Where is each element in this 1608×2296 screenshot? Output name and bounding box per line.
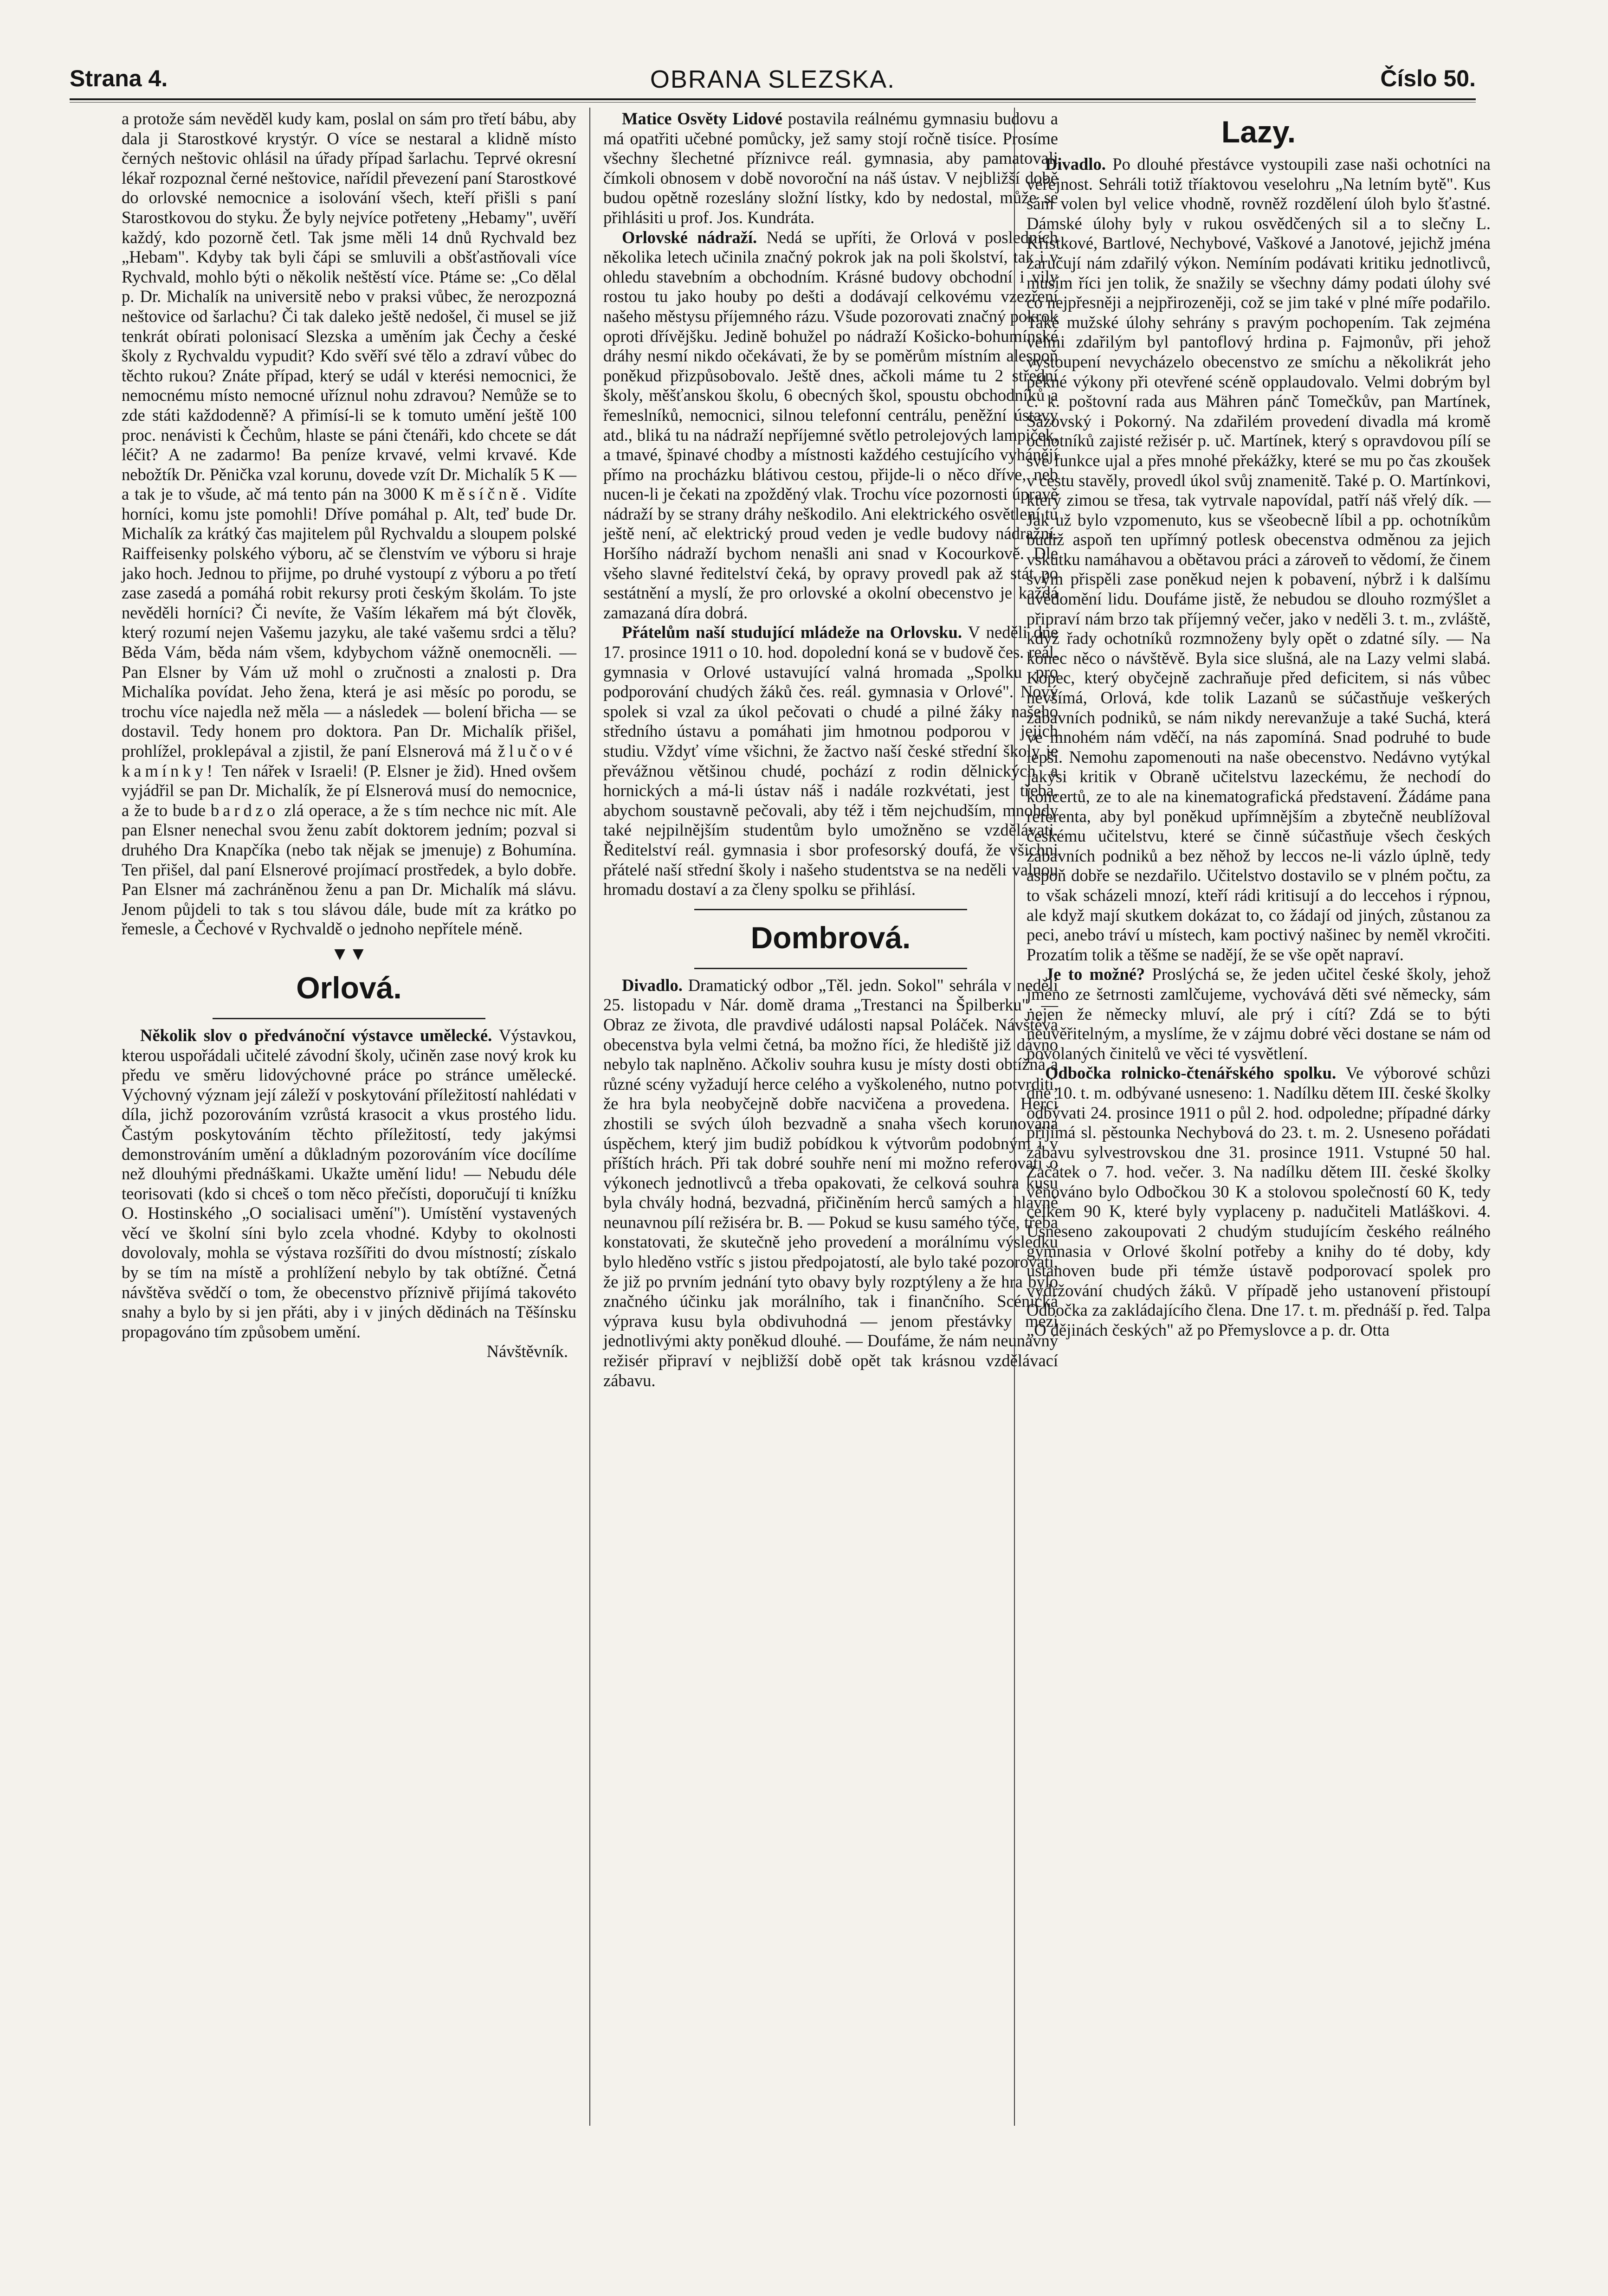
column-1 <box>122 109 576 1362</box>
article-divadlo-dombrova: Divadlo. Dramatický odbor „Těl. jedn. Sokol" sehrála v neděli 25. listopadu v Nár. domě drama „Trestanci na Špilberku". — Obraz ze života, dle pravdivé události napsal Poláček. Návštěva obecenstva byla velmi četná, ba možno říci, že hlediště již dávno nebylo tak naplněno. Ačkoliv souhra kusu je místy dosti obtížná a různé scény vyžadují herce celého a vyškoleného, nutno potvrditi, že hra byla neobyčejně dobře nacvičena a provedena. Herci zhostili se svých úloh bezvadně a snaha všech korunována úspěchem, který jim budiž pobídkou k výtvorům podobným i v příštích hrách. Při tak dobré souhře není mi možno referovati o výkonech jednotlivců a třeba opakovati, že celková souhra kusu byla chvály hodná, bezvadná, přičiněním herců samých a hlavně neunavnou pílí režiséra br. B. — Pokud se kusu samého týče, třeba konstatovati, že skutečně jeho provedení a morálnímu výsledku bylo hleděno vstříc s jistou předpojatostí, ale bylo také pozorovati, že již po prvním jednání tyto obavy byly rozptýleny a že hra bylo značného účinku jak morálního, tak i finančního. Scénická výprava kusu byla obdivuhodná — jenom přestávky mezi jednotlivými akty poněkud dlouhé. — Doufáme, že nám neunavný režisér připraví v nejbližší době opět tak krásnou vzdělávací zábavu. <box>603 975 1059 1390</box>
masthead-title: OBRANA SLEZSKA. <box>650 65 896 93</box>
section-rule <box>694 909 967 910</box>
article-pratelum: Přátelům naší studující mládeže na Orlovsku. V neděli dne 17. prosince 1911 o 10. hod. dopolední koná se v budově čes. reál. gymnasia v Orlové ustavující valná hromada „Spolku pro podporování chudých žáků čes. reál. gymnasia v Orlové". Nový spolek si vzal za úkol pečovati o chudé a pilné žáky našeho středního ústavu a pomáhati jim hmotnou podporou v jejich studiu. Vždyť víme všichni, že žactvo naší české střední školy je převážnou většinou chudé, pochází z rodin dělnických a hornických a má-li ústav náš i nadále rozkvétati, jest třeba, abychom soustavně pečovali, aby též i těm nejchudším, mnohdy také nejpilnějším studentům bylo umožněno se vzdělávati. Ředitelství reál. gymnasia i sbor profesorský doufá, že všichni přátelé naší střední školy i našeho studentstva se na neděli valnou hromadu dostaví a za členy spolku se přihlásí. <box>603 623 1058 899</box>
article-odbocka: Odbočka rolnicko-čtenářského spolku. Ve výborové schůzi dne 10. t. m. odbývané usneseno: 1. Nadílku dětem III. české školky odbývati 24. prosince 1911 o půl 2. hod. odpoledne; případné dárky přijímá sl. pěstounka Nechybová do 23. t. m. 2. Usneseno pořádati zábavu sylvestrovskou dne 31. prosince 1911. Vstupné 50 hal. Začátek o 7. hod. večer. 3. Na nadílku dětem III. české školky věnováno bylo Odbočkou 30 K a stolovou společností 60 K, tedy celkem 90 K, které byly vyplaceny p. nadučiteli Matláškovi. 4. Usneseno zakoupovati 2 chudým studujícím českého reálného gymnasia v Orlové školní potřeby a knihy do té doby, kdy ustanoven bude při témže ústavě podporovací spolek pro vydržování chudých žáků. V případě jeho ustanovení přistoupí Odbočka za zakládajícího člena. Dne 17. t. m. přednáší p. řed. Talpa „O dějinách českých" až po Přemyslovce a p. dr. Otta <box>1027 1063 1491 1340</box>
section-title-orlova: Orlová. <box>296 970 402 1005</box>
issue-number: Číslo 50. <box>1380 65 1476 91</box>
section-rule <box>694 968 967 969</box>
column-divider-1 <box>589 108 590 2126</box>
article-rychvald-continued: a protože sám nevěděl kudy kam, poslal on sám pro třetí bábu, aby dala ji Starostkové krystýr. O více se nestaral a klidně místo černých neštovic ohlásil na úřady případ šarlachu. Teprvé okresní lékař rozpoznal černé neštovice, nařídil převezení paní Starostkové do orlovské nemocnice a isolování všech, kteří přišli s paní Starostkovou do styku. Že byly nejvíce potřeteny „Hebamy", uvěří každý, kdo pozorně četl. Tak jsme měli 14 dnů Rychvald bez „Hebam". Kdyby tak byli čápi se smluvili a obšťastňovali více Rychvald, mohlo býti o několik neštěstí více. Ptáme se: „Co dělal p. Dr. Michalík na universitě nebo v praksi vůbec, že nerozpozná neštovice od šarlachu? Či tak daleko ještě nedošel, či musel se již tenkrát obírati polonisací Slezska a uměním jak Čechy a české školy z Rychvaldu vypudit? Kdo svěří své tělo a zdraví vůbec do těchto rukou? Znáte případ, který se udál v kterési nemocnici, že nemocnému místo nemocné uříznul nohu zdravou? Nemůže se to zde státi každodenně? A přimísí-li se k tomuto umění ještě 100 proc. nenávisti k Čechům, hlaste se páni čtenáři, kdo chcete se dát léčit? A ne zadarmo! Ba peníze krvavé, velmi krvavé. Kde nebožtík Dr. Pěnička vzal korunu, dovede vzít Dr. Michalík 5 K — a tak je to všude, ač má tento pán na 3000 K měsíčně. Vidíte horníci, komu jste pomohli! Dříve pomáhal p. Alt, teď bude Dr. Michalík za krátký čas majitelem půl Rychvaldu a sloupem polské Raiffeisenky polského výboru, ač se členstvím ve výboru si hraje jako hoch. Jednou to přijme, po druhé vystoupí z výboru a po třetí zase zasedá a pomáhá robit rekursy proti českým školám. To jste nevěděli horníci? Či nevíte, že Vaším lékařem má být člověk, který rozumí nejen Vašemu jazyku, ale také vašemu srdci a tělu? Běda Vám, běda nám všem, kdybychom vážně onemocněli. — Pan Elsner by Vám už mohl o zručnosti a znalosti p. Dra Michalíka povídat. Jeho žena, která je asi měsíc po porodu, se trochu více najedla než měla — a následek — bolení břicha — se dostavil. Tedy honem pro doktora. Pan Dr. Michalík přišel, prohlížel, proklepával a zjistil, že paní Elsnerová má žlučové kamínky! Ten nářek v Israeli! (P. Elsner je žid). Hned ovšem vyjádřil se pan Dr. Michalík, že pí Elsnerová musí do nemocnice, a že to bude bardzo zlá operace, a že s tím nechce nic mít. Ale pan Elsner nenechal svou ženu zabít doktorem jedním; pozval si druhého Dra Knapčíka (nebo tak nějak se jmenuje) z Bohumína. Ten přišel, dal paní Elsnerové projímací prostředek, a bylo dobře. Pan Elsner má zachráněnou ženu a pan Dr. Michalík má slávu. Jenom půjdeli to tak s tou slávou dále, bude mít za krátko po řemesle, a Čechové v Rychvaldě o jednoho nepřítele méně. <box>122 109 577 939</box>
article-signature: Návštěvník. <box>486 1342 568 1361</box>
page-header <box>70 61 1476 94</box>
page-number: Strana 4. <box>70 65 168 91</box>
article-je-to-mozne: Je to možné? Proslýchá se, že jeden učitel české školy, jehož jméno ze šetrnosti zamlčujeme, vychovává děti své německy, sám nejen že německy mluví, ale prý i cítí? Zdá se to býti neuvěřitelným, a myslíme, že v zájmu dobré věci dostane se nám od povolaných činitelů ve věci té vysvětlení. <box>1027 965 1491 1063</box>
section-title-lazy: Lazy. <box>1221 115 1296 149</box>
section-rule <box>213 1018 485 1019</box>
section-ornament: ▼▼ <box>330 943 368 964</box>
article-vystavka: Několik slov o předvánoční výstavce umělecké. Výstavkou, kterou uspořádali učitelé závodní školy, učiněn zase nový krok ku předu ve směru lidovýchovné práce po stránce umělecké. Výchovný význam její záleží v poskytování příležitostí nahlédati v díla, jichž pozorováním vzrůstá krasocit a vkus prostého lidu. Častým poskytováním těchto příležitostí, tedy jakýmsi demonstrováním umění a důkladným pozorováním více docílíme než dlouhými přednáškami. Ukažte umění lidu! — Nebudu déle teorisovati (kdo si chceš o tom něco přečísti, doporučují ti knížku O. Hostinského „O socialisaci umění"). Umístění vystavených věcí ve školní síni bylo zcela vhodné. Kdyby to okolnosti dovolovaly, mohla se výstava rozšířiti do dvou místností; získalo by se tím na místě a prohlížení nebylo by tak obtížné. Četná návštěva svědčí o tom, že obecenstvo příznivě přijímá takovéto snahy a bylo by si jen přáti, aby i v jiných dědinách na Těšínsku propagováno tím způsobem umění. <box>122 1025 577 1341</box>
header-rule <box>70 98 1476 100</box>
column-3 <box>1027 109 1491 1340</box>
article-matice: Matice Osvěty Lidové postavila reálnému gymnasiu budovu a má opatřiti učebné pomůcky, jež samy stojí ročně tisíce. Prosíme všechny šlechetné příznivce reál. gymnasia, aby pamatovali čímkoli obnosem v době novoroční na náš ústav. V nejbližší době budou opětně rozeslány složní lístky, kdo by nedostal, může se přihlásiti u prof. Jos. Kundráta. <box>603 109 1059 227</box>
section-title-dombrova: Dombrová. <box>750 920 911 955</box>
column-2 <box>603 109 1058 1390</box>
header-rule-thin <box>70 102 1476 103</box>
article-nadrazi: Orlovské nádraží. Nedá se upříti, že Orlová v posledních několika letech učinila značný pokrok jak na poli školství, tak i v ohledu stavebním a obchodním. Krásné budovy obchodní i vily rostou tu jako houby po dešti a dodávají celkovému vzezření našeho městysu příjemného rázu. Všude pozorovati značný pokrok oproti dřívějšku. Jedině bohužel po nádraží Košicko-bohumínské dráhy nesmí nikdo očekávati, že by se poměrům místním alespoň poněkud přizpůsobovalo. Ještě dnes, ačkoli máme tu 2 střední školy, měšťanskou školu, 6 obecných škol, spoustu obchodníků a řemeslníků, nemocnici, silnou telefonní centrálu, peněžní ústavy atd., bliká tu na nádraží nepříjemné světlo petrolejových lampiček, a tmavé, špinavé chodby a místnosti každého cestujícího vyhánějí přímo na procházku blátivou cestou, přijde-li o něco dříve, neb nucen-li je čekati na zpožděný vlak. Trochu více pozornosti úpravě nádraží by se strany dráhy neškodilo. Ani elektrického osvětlení tu ještě není, ač elektrický proud veden je vedle budovy nádražní. Horšího nádraží bychom nenašli ani snad v Kocourkově. Dle všeho slavné ředitelství čeká, by opravy provedl pak až stát po sestátnění a myslí, že pro orlovské a okolní obecenstvo je každá zamazaná díra dobrá. <box>603 227 1059 622</box>
article-divadlo-lazy: Divadlo. Po dlouhé přestávce vystoupili zase naši ochotníci na veřejnost. Sehráli totiž tříaktovou veselohru „Na letním bytě". Kus sám volen byl velice vhodně, rovněž rozdělení úloh bylo šťastné. Dámské úlohy byly v rukou osvědčených sil a to slečny L. Křístkové, Bartlové, Nechybové, Vaškové a Janotové, jejichž jména zaručují nám zdařilý výkon. Nemíním podávati kritiku jednotlivců, musím říci jen tolik, že snažily se všechny dámy podati úlohy své co nejpřesněji a nejpřirozeněji, což se jim také v plné míře podařilo. Také mužské úlohy sehrány s pravým pochopením. Tak zejména velmi zdařilým byl pantoflový hrdina p. Fajmonův, při jehož vystoupení nevycházelo obecenstvo ze smíchu a několikrát jeho pěkné výkony při otevřené scéně opplaudovalo. Velmi dobrým byl c. k. poštovní rada aus Mähren pánč Tomečkův, pan Martínek, Sázovský i Pokorný. Na zdařilém provedení divadla má kromě ochotníků zajisté režisér p. uč. Martínek, který s opravdovou pílí se své funkce ujal a přes mnohé překážky, které se mu po čas zkoušek v cestu stavěly, provedl úkol svůj znamenitě. Také p. O. Martínkovi, který zimou se třesa, tak vytrvale napovídal, patří náš vřelý dík. — Jak už bylo vzpomenuto, kus se všeobecně líbil a pp. ochotníkům budiž aspoň ten upřímný potlesk obecenstva odměnou za jejich vskutku namáhavou a obětavou práci a zároveň to vědomí, že činem svým přispěli zase poněkud nejen k pobavení, nýbrž i k dalšímu uvědomění lidu. Doufáme jistě, že nebudou se dlouho rozmýšlet a připraví nám brzo tak příjemný večer, jako v neděli 3. t. m., zvláště, když řady ochotníků rozmnoženy byly opět o zdatné síly. — Na konec něco o návštěvě. Byla sice slušná, ale na Lazy velmi slabá. Kopec, který obyčejně zachraňuje před deficitem, si nás vůbec nevšímá, Orlová, kde tolik Lazanů se súčastňuje veškerých zábavních podniků, se nám nikdy nerevanžuje a také Suchá, která ve mnohém nám vděčí, na nás zapomíná. Snad podruhé to bude lepší. Nemohu zapomenouti na naše obecenstvo. Nedávno vytýkal jakýsi kritik v Obraně učitelstvu lazeckému, že nechodí do koncertů, ze to ale na kinematografická představení. Žádáme pana referenta, aby byl poněkud upřímnějším a zbytečně neublížoval českému učitelstvu, které se činně súčastňuje všech českých zábavních podniků a bez něhož by leccos ne-li vázlo úplně, tedy aspoň dobře se nezdařilo. Učitelstvo dostavilo se v plném počtu, za to však scházeli mnozí, kteří rádi kritisují a do leccehos i rýpnou, ale když mají skutkem dokázat to, co žádají od jiných, zůstanou za peci, anebo tráví u místech, kam poctivý našinec by neměl vkročiti. Prozatím tolik a těšme se nadějí, že se vše opět napraví. <box>1027 154 1491 964</box>
